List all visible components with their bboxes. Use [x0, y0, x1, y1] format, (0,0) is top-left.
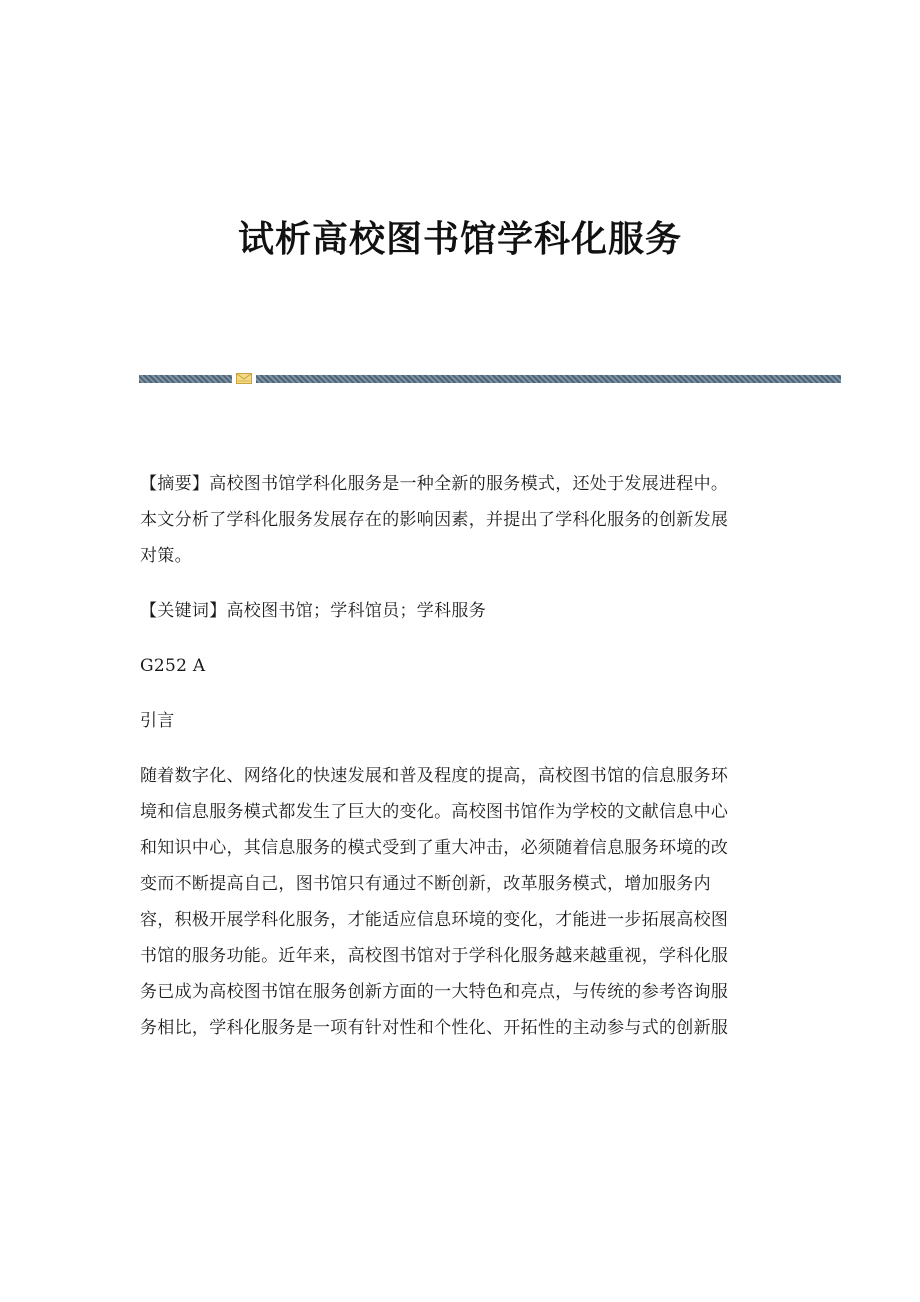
abstract-line: 本文分析了学科化服务发展存在的影响因素，并提出了学科化服务的创新发展: [140, 510, 729, 530]
intro-line: 变而不断提高自己，图书馆只有通过不断创新，改革服务模式，增加服务内: [140, 874, 711, 894]
title-divider: [139, 375, 841, 384]
intro-line: 务相比，学科化服务是一项有针对性和个性化、开拓性的主动参与式的创新服: [140, 1018, 729, 1038]
abstract-line: 【摘要】高校图书馆学科化服务是一种全新的服务模式，还处于发展进程中。: [140, 474, 729, 494]
section-heading-paragraph: [140, 703, 780, 739]
abstract-paragraph: [140, 466, 780, 574]
document-body: [140, 466, 780, 1065]
intro-line: 和知识中心，其信息服务的模式受到了重大冲击，必须随着信息服务环境的改: [140, 838, 729, 858]
classification-code: G252 A: [140, 656, 206, 676]
keywords-paragraph: [140, 593, 780, 629]
intro-line: 境和信息服务模式都发生了巨大的变化。高校图书馆作为学校的文献信息中心: [140, 802, 729, 822]
intro-line: 书馆的服务功能。近年来，高校图书馆对于学科化服务越来越重视，学科化服: [140, 946, 729, 966]
section-heading: 引言: [140, 711, 175, 731]
keywords-line: 【关键词】高校图书馆；学科馆员；学科服务: [140, 601, 486, 621]
abstract-line: 对策。: [140, 546, 192, 566]
intro-line: 随着数字化、网络化的快速发展和普及程度的提高，高校图书馆的信息服务环: [140, 766, 729, 786]
divider-bar-right: [256, 375, 841, 383]
envelope-ornament-icon: [236, 372, 252, 385]
intro-paragraph: [140, 758, 780, 1046]
document-title: 试析高校图书馆学科化服务: [237, 219, 682, 260]
divider-bar-left: [139, 375, 232, 383]
intro-line: 务已成为高校图书馆在服务创新方面的一大特色和亮点，与传统的参考咨询服: [140, 982, 729, 1002]
intro-line: 容，积极开展学科化服务，才能适应信息环境的变化，才能进一步拓展高校图: [140, 910, 729, 930]
classification-paragraph: [140, 648, 780, 684]
